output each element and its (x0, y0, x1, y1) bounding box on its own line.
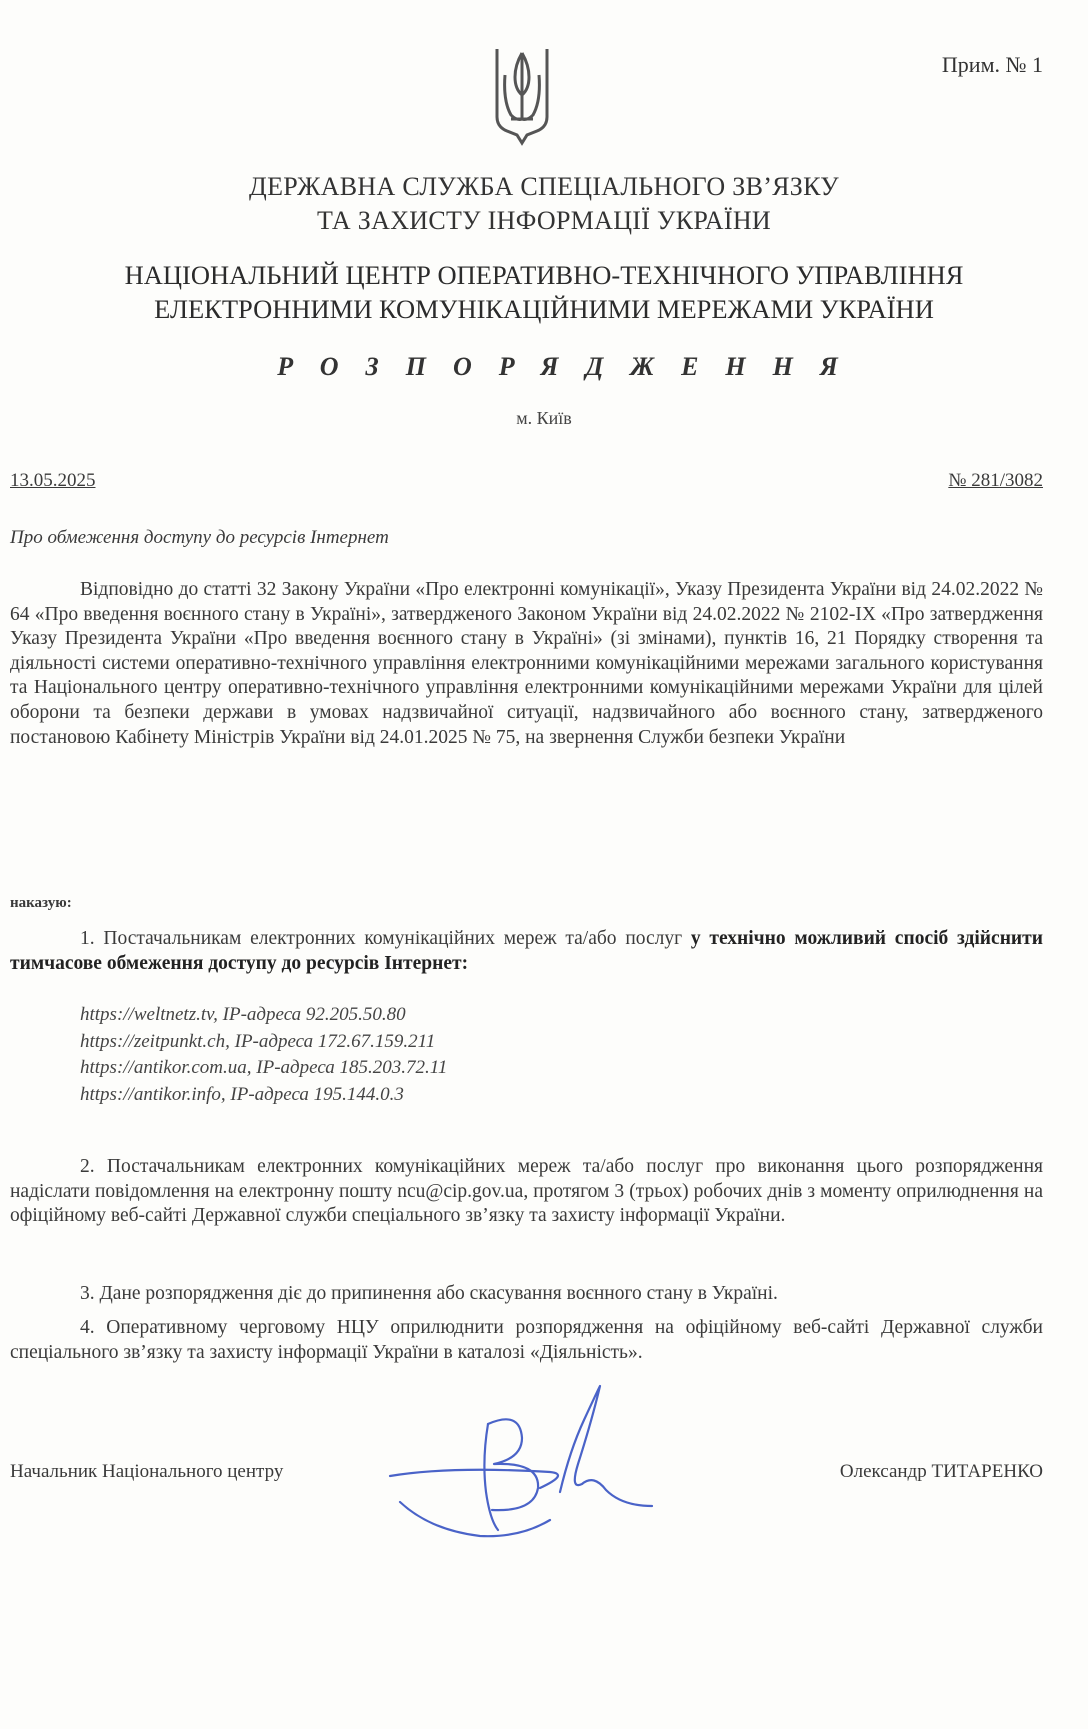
document-date: 13.05.2025 (10, 470, 96, 491)
agency-name-line-2: ТА ЗАХИСТУ ІНФОРМАЦІЇ УКРАЇНИ (317, 206, 771, 235)
blocked-resources-list (80, 1002, 447, 1108)
resource-item: https://antikor.com.ua, IP-адреса 185.203.72.11 (80, 1057, 448, 1078)
order-item-3: 3. Дане розпорядження діє до припинення або скасування воєнного стану в Україні. (80, 1283, 778, 1304)
order-item-1 (10, 927, 1043, 976)
orders-label: наказую: (10, 895, 72, 911)
annex-number: Прим. № 1 (941, 52, 1043, 77)
document-type: РОЗПОРЯДЖЕННЯ (277, 352, 865, 381)
document-subject: Про обмеження доступу до ресурсів Інтернет (10, 527, 389, 548)
legal-basis-paragraph: Відповідно до статті 32 Закону України «Про електронні комунікації», Указу Президента України від 24.02.2022 № 64 «Про введення воєнного стану в Україні», затвердженого Законом України від 24.02.2022 № 2102-IX «Про затвердження Указу Президента України «Про введення воєнного стану в Україні» (зі змінами), пунктів 16, 21 Порядку створення та діяльності системи оперативно-технічного управління електронними комунікаційними мережами загального користування та Національного центру оперативно-технічного управління електронними комунікаційними мережами України для цілей оборони та безпеки держави в умовах надзвичайної ситуації, надзвичайного або воєнного стану, затвердженого постановою Кабінету Міністрів України від 24.01.2025 № 75, на звернення Служби безпеки України (10, 579, 1043, 748)
signatory-title: Начальник Національного центру (10, 1461, 284, 1482)
resource-item: https://zeitpunkt.ch, IP-адреса 172.67.159.211 (80, 1030, 436, 1052)
document-number: № 281/3082 (948, 470, 1043, 491)
center-name-line-1: НАЦІОНАЛЬНИЙ ЦЕНТР ОПЕРАТИВНО-ТЕХНІЧНОГО УПРАВЛІННЯ (124, 260, 964, 290)
tryzub-icon (493, 45, 551, 147)
agency-name-line-1: ДЕРЖАВНА СЛУЖБА СПЕЦІАЛЬНОГО ЗВ’ЯЗКУ (249, 172, 839, 201)
resource-item: https://antikor.info, IP-адреса 195.144.0.3 (80, 1083, 404, 1105)
handwritten-signature (370, 1380, 660, 1540)
order-item-4: 4. Оперативному черговому НЦУ оприлюднити розпорядження на офіційному веб-сайті Державної служби спеціального зв’язку та захисту інформації України в каталозі «Діяльність». (10, 1317, 1043, 1363)
signatory-name: Олександр ТИТАРЕНКО (839, 1461, 1043, 1482)
order-item-1-text: 1. Постачальникам електронних комунікаційних мереж та/або послуг (80, 928, 691, 949)
center-name (0, 258, 1088, 326)
center-name-line-2: ЕЛЕКТРОННИМИ КОМУНІКАЦІЙНИМИ МЕРЕЖАМИ УКРАЇНИ (154, 294, 934, 324)
order-item-1-bold: у технічно можливий спосіб здійснити тимчасове обмеження доступу до ресурсів Інтернет: (10, 928, 1043, 974)
order-item-2: 2. Постачальникам електронних комунікаційних мереж та/або послуг про виконання цього розпорядження надіслати повідомлення на електронну пошту ncu@cip.gov.ua, протягом 3 (трьох) робочих днів з моменту оприлюднення на офіційному веб-сайті Державної служби спеціального зв’язку та захисту інформації України. (10, 1156, 1043, 1227)
city: м. Київ (516, 408, 572, 428)
agency-name (0, 170, 1088, 238)
resource-item: https://weltnetz.tv, IP-адреса 92.205.50.80 (80, 1004, 406, 1025)
